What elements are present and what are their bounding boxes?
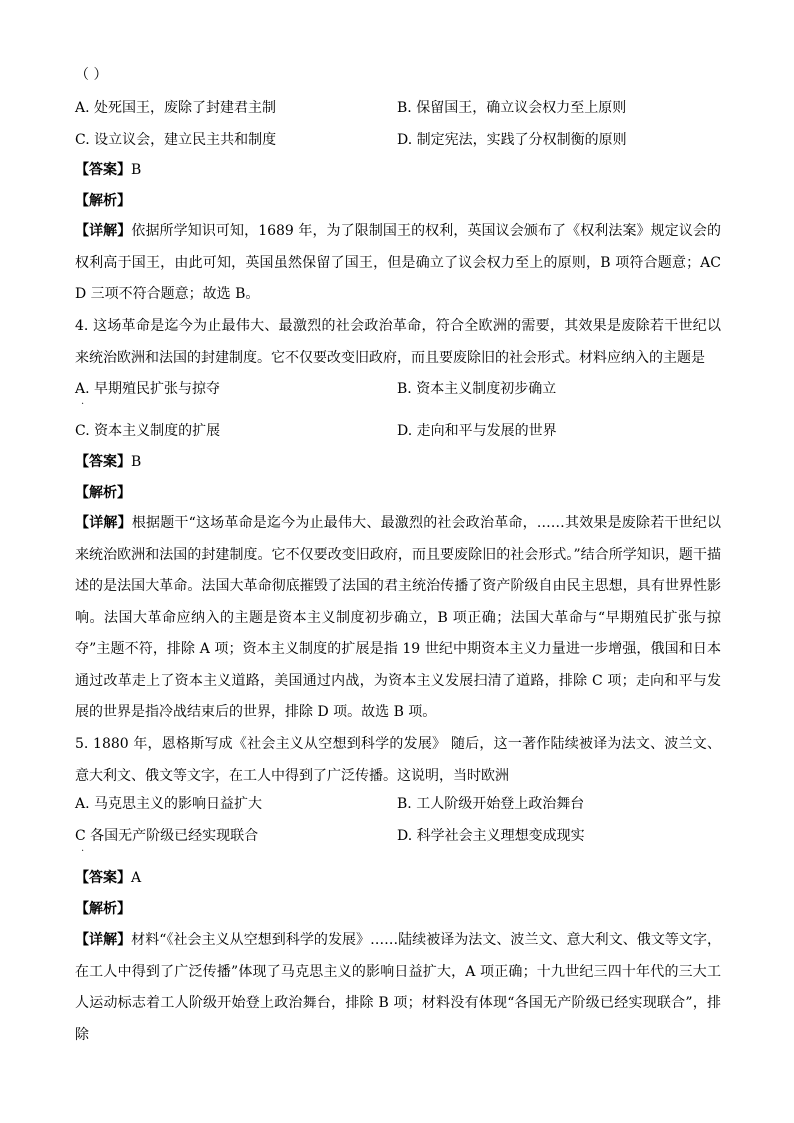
answer-tag: 【答案】 bbox=[75, 454, 131, 470]
q4-option-c: C. 资本主义制度的扩展 bbox=[75, 423, 221, 439]
q5-option-d: D. 科学社会主义理想变成现实 bbox=[397, 828, 585, 844]
answer-tag: 【答案】 bbox=[75, 162, 131, 178]
detail-tag: 【详解】 bbox=[75, 223, 132, 239]
q5-option-c: C 各国无产阶级已经实现联合 bbox=[75, 828, 259, 844]
detail-tag: 【详解】 bbox=[75, 515, 132, 531]
answer-tag: 【答案】 bbox=[75, 870, 131, 886]
artifact-dot: · bbox=[81, 399, 85, 410]
detail-tag: 【详解】 bbox=[75, 932, 132, 948]
q5-answer bbox=[75, 867, 721, 889]
q3-stem-end: （ ） bbox=[75, 67, 108, 83]
q4-option-b: B. 资本主义制度初步确立 bbox=[397, 381, 557, 397]
q4-answer bbox=[75, 451, 721, 473]
detail-text: 依据所学知识可知，1689 年，为了限制国王的权利，英国议会颁布了《权利法案》规定议会的权利高于国王，由此可知，英国虽然保留了国王，但是确立了议会权力至上的原则，B 项符合题意；ACD 三项不符合题意；故选 B。 bbox=[75, 223, 722, 302]
q5-option-a: A. 马克思主义的影响日益扩大 bbox=[75, 796, 263, 812]
q3-option-c: C. 设立议会，建立民主共和制度 bbox=[75, 132, 277, 148]
q4-stem: 4. 这场革命是迄今为止最伟大、最激烈的社会政治革命，符合全欧洲的需要，其效果是废除若干世纪以来统治欧洲和法国的封建制度。它不仅要改变旧政府，而且要废除旧的社会形式。材料应纳入的主题是 bbox=[75, 318, 721, 366]
detail-text: 根据题干“这场革命是迄今为止最伟大、最激烈的社会政治革命，……其效果是废除若干世纪以来统治欧洲和法国的封建制度。它不仅要改变旧政府，而且要废除旧的社会形式。”结合所学知识，题干描述的是法国大革命。法国大革命彻底摧毁了法国的君主统治传播了资产阶级自由民主思想，具有世界性影响。法国大革命应纳入的主题是资本主义制度初步确立，B 项正确；法国大革命与“早期殖民扩张与掠夺”主题不符，排除 A 项；资本主义制度的扩展是指 19 世纪中期资本主义力量进一步增强，俄国和日本通过改革走上了资本主义道路，美国通过内战，为资本主义发展扫清了道路，排除 C 项；走向和平与发展的世界是指冷战结束后的世界，排除 D 项。故选 B 项。 bbox=[75, 515, 722, 720]
q3-answer bbox=[75, 159, 721, 181]
q4-option-a: A. 早期殖民扩张与掠夺 bbox=[75, 381, 221, 397]
q4-detail bbox=[75, 508, 721, 729]
q4-analysis-tag: 【解析】 bbox=[75, 485, 131, 501]
q5-analysis-tag: 【解析】 bbox=[75, 901, 131, 917]
q5-option-b: B. 工人阶级开始登上政治舞台 bbox=[397, 796, 585, 812]
q3-detail bbox=[75, 216, 721, 311]
answer-value: B bbox=[131, 454, 142, 470]
q3-analysis-tag: 【解析】 bbox=[75, 193, 131, 209]
q4-option-d: D. 走向和平与发展的世界 bbox=[397, 423, 557, 439]
detail-text: 材料“《社会主义从空想到科学的发展》……陆续被译为法文、波兰文、意大利文、俄文等文字，在工人中得到了广泛传播”体现了马克思主义的影响日益扩大，A 项正确；十九世纪三四十年代的三大工人运动标志着工人阶级开始登上政治舞台，排除 B 项；材料没有体现“各国无产阶级已经实现联合”，排除 bbox=[75, 932, 722, 1043]
q3-option-a: A. 处死国王，废除了封建君主制 bbox=[75, 100, 277, 116]
q3-option-d: D. 制定宪法，实践了分权制衡的原则 bbox=[397, 132, 627, 148]
artifact-dot: · bbox=[81, 846, 85, 857]
q3-option-b: B. 保留国王，确立议会权力至上原则 bbox=[397, 100, 627, 116]
q5-detail bbox=[75, 925, 721, 1051]
answer-value: A bbox=[131, 870, 142, 886]
answer-value: B bbox=[131, 162, 142, 178]
q5-stem: 5. 1880 年，恩格斯写成《社会主义从空想到科学的发展》 随后，这一著作陆续被译为法文、波兰文、意大利文、俄文等文字，在工人中得到了广泛传播。这说明，当时欧洲 bbox=[75, 736, 721, 784]
